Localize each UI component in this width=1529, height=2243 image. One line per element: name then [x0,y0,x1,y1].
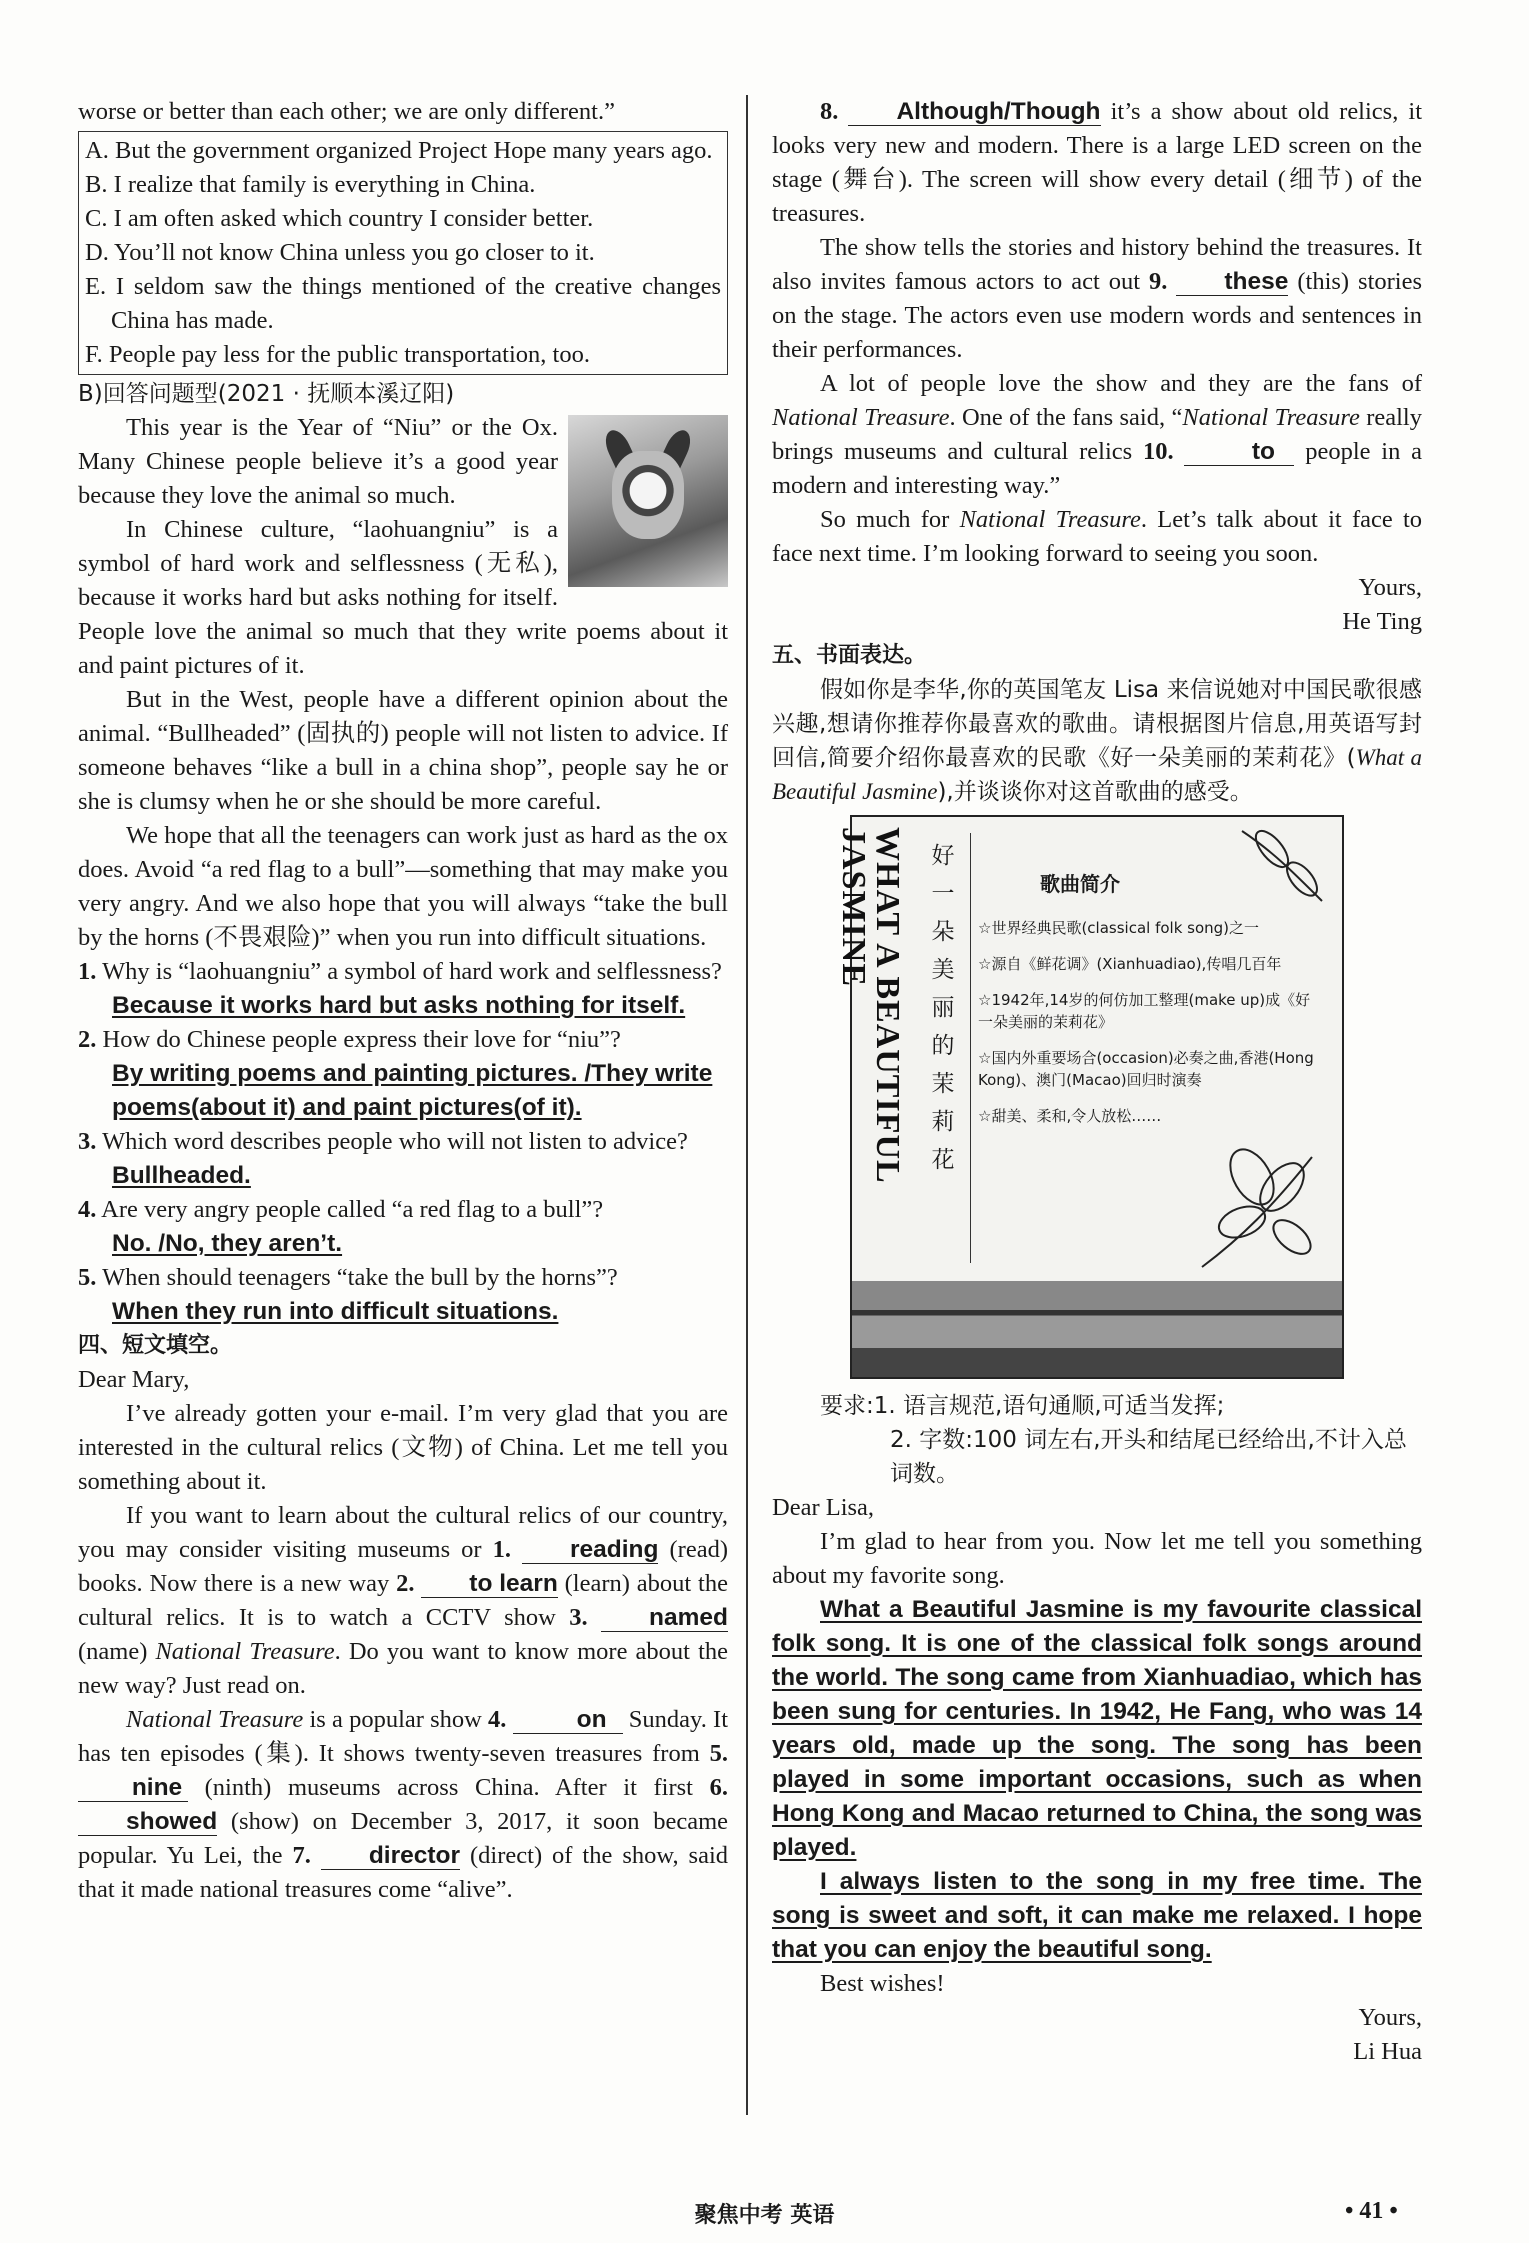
poster-chinese-title: 好 一 朵 美 丽 的 茉 莉 花 [931,843,955,1173]
option-e: E. I seldom saw the things mentioned of the creative changes China has made. [85,273,721,334]
letter-p2: If you want to learn about the cultural relics of our country, you may consider visiting museums or 1. reading (read) books. Now there is a new way 2. to learn (learn) about the cultural relics. It is to watch a CCTV show 3. named (name) National Treasure. Do you want to know more about the new way? Just read on. [78,1502,729,1699]
reading-p4: We hope that all the teenagers can work just as hard as the ox does. Avoid “a red flag to a bull”—something that may make you very angry. And we also hope that you will always “take the bull by the horns (不畏艰险)” when you run into difficult situations. [78,822,728,951]
reading-p1: This year is the Year of “Niu” or the Ox. Many Chinese people believe it’s a good year because they love the animal so much. [78,414,558,509]
requirement-2: 2. 字数:100 词左右,开头和结尾已经给出,不计入总词数。 [890,1427,1407,1487]
column-divider [746,95,748,2115]
blank-1: reading [522,1537,659,1564]
blank-4: on [513,1707,623,1734]
building-illustration [852,1281,1342,1377]
reply-closing: Yours, [1358,2004,1422,2031]
question-1 [78,955,728,1023]
letter-p7: So much for National Treasure. Let’s talk about it face to face next time. I’m looking forward to seeing you soon. [772,506,1423,567]
poster-item: ☆1942年,14岁的何仿加工整理(make up)成《好一朵美丽的茉莉花》 [978,991,1311,1031]
question-text: When should teenagers “take the bull by the horns”? [102,1264,618,1291]
question-number: 4. [78,1196,97,1223]
letter-greeting: Dear Mary, [78,1366,190,1393]
option-c: C. I am often asked which country I consider better. [85,205,594,232]
letter-p1: I’ve already gotten your e-mail. I’m very glad that you are interested in the cultural relics (文物) of China. Let me tell you something about it. [78,1400,728,1495]
poster-item: ☆甜美、柔和,令人放松…… [978,1107,1162,1125]
option-a: A. But the government organized Project Hope many years ago. [85,137,713,164]
options-box [78,131,728,375]
song-poster [835,815,1344,1379]
poster-item: ☆世界经典民歌(classical folk song)之一 [978,919,1260,937]
ox-lion-mask-photo [568,415,728,587]
question-text: Are very angry people called “a red flag to a bull”? [101,1196,604,1223]
blank-6: showed [78,1809,217,1836]
answer-text: Because it works hard but asks nothing for itself. [112,992,686,1019]
answer-text: When they run into difficult situations. [112,1298,559,1325]
letter-p4: 8. Although/Though it’s a show about old relics, it looks very new and modern. There is a large LED screen on the stage (舞台). The screen will show every detail (细节) of the treasures. [772,98,1423,227]
question-text: Why is “laohuangniu” a symbol of hard work and selflessness? [102,958,722,985]
answer-text: Bullheaded. [112,1162,251,1189]
reply-opening: I’m glad to hear from you. Now let me tell you something about my favorite song. [772,1528,1422,1589]
reply-signer: Li Hua [1353,2038,1422,2065]
blank-9: these [1176,269,1288,296]
leaf-illustration [1232,821,1332,911]
blank-8: Although/Though [848,99,1100,126]
option-b: B. I realize that family is everything in China. [85,171,536,198]
writing-task: 假如你是李华,你的英国笔友 Lisa 来信说她对中国民歌很感兴趣,想请你推荐你最喜欢的歌曲。请根据图片信息,用英语写封回信,简要介绍你最喜欢的民歌《好一朵美丽的茉莉花》(What a Beautiful Jasmine),并谈谈你对这首歌曲的感受。 [772,677,1422,805]
question-number: 1. [78,958,97,985]
question-3 [78,1125,728,1193]
question-5 [78,1261,728,1329]
blank-2: to learn [421,1571,558,1598]
blank-3: named [601,1605,728,1632]
reply-greeting: Dear Lisa, [772,1494,875,1521]
question-4 [78,1193,728,1261]
blank-5: nine [78,1775,188,1802]
question-number: 5. [78,1264,97,1291]
left-column [78,95,728,1907]
blank-10: to [1184,439,1294,466]
option-d: D. You’ll not know China unless you go closer to it. [85,239,595,266]
poster-item: ☆国内外重要场合(occasion)必奏之曲,香港(Hong Kong)、澳门(Macao)回归时演奏 [978,1049,1314,1089]
intro-tail: worse or better than each other; we are only different.” [78,98,615,125]
letter-p3: National Treasure is a popular show 4. on Sunday. It has ten episodes (集). It shows twenty-seven treasures from 5. nine (ninth) museums across China. After it first 6. showed (show) on December 3, 2017, it soon became popular. Yu Lei, the 7. director (direct) of the show, said that it made national treasures come “alive”. [78,1706,729,1903]
section-b-title: B)回答问题型(2021 · 抚顺本溪辽阳) [78,381,455,407]
blank-7: director [321,1843,460,1870]
question-number: 3. [78,1128,97,1155]
question-number: 2. [78,1026,97,1053]
poster-item: ☆源自《鲜花调》(Xianhuadiao),传唱几百年 [978,955,1282,973]
section-5-title: 五、书面表达。 [772,643,927,668]
letter-signer: He Ting [1342,608,1422,635]
essay-paragraph-1: What a Beautiful Jasmine is my favourite classical folk song. It is one of the classical folk songs around the world. The song came from Xianhuadiao, which has been sung for centuries. In 1942, He Fang, who was 14 years old, made up the song. The song has been played in some important occasions, such as when Hong Kong and Macao returned to China, the song was played. [772,1596,1422,1861]
page-number: • 41 • [1345,2198,1398,2224]
poster-vertical-title: WHAT A BEAUTIFUL JASMINE [835,827,906,1182]
question-text: How do Chinese people express their love for “niu”? [102,1026,621,1053]
jasmine-flower-illustration [1182,1117,1332,1287]
section-4-title: 四、短文填空。 [78,1333,233,1358]
essay-paragraph-2: I always listen to the song in my free time. The song is sweet and soft, it can make me relaxed. I hope that you can enjoy the beautiful song. [772,1868,1422,1963]
letter-closing: Yours, [1358,574,1422,601]
reading-p2: In Chinese culture, “laohuangniu” is a symbol of hard work and selflessness (无私), because it works hard but asks nothing for itself. People love the animal so much that they write poems about it and paint pictures of it. [78,516,728,679]
requirements-label: 要求: [820,1393,874,1419]
footer-title: 聚焦中考 英语 [694,2203,835,2228]
question-2 [78,1023,728,1125]
poster-title: 歌曲简介 [1040,872,1120,896]
option-f: F. People pay less for the public transportation, too. [85,341,590,368]
best-wishes: Best wishes! [820,1970,945,1997]
poster-list [978,917,1318,1141]
requirement-1: 1. 语言规范,语句通顺,可适当发挥; [873,1393,1225,1419]
question-text: Which word describes people who will not listen to advice? [102,1128,688,1155]
letter-p6: A lot of people love the show and they are the fans of National Treasure. One of the fans said, “National Treasure really brings museums and cultural relics 10. to people in a modern and interesting way.” [772,370,1422,499]
right-column [772,95,1422,2069]
letter-p5: The show tells the stories and history behind the treasures. It also invites famous actors to act out 9. these (this) stories on the stage. The actors even use modern words and sentences in their performances. [772,234,1423,363]
answer-text: No. /No, they aren’t. [112,1230,343,1257]
answer-text: By writing poems and painting pictures. /They write poems(about it) and paint pictures(of it). [112,1060,713,1121]
requirements [772,1389,1422,1491]
reading-p3: But in the West, people have a different opinion about the animal. “Bullheaded” (固执的) people will not listen to advice. If someone behaves “like a bull in a china shop”, people say he or she is clumsy when he or she should be more careful. [78,686,728,815]
